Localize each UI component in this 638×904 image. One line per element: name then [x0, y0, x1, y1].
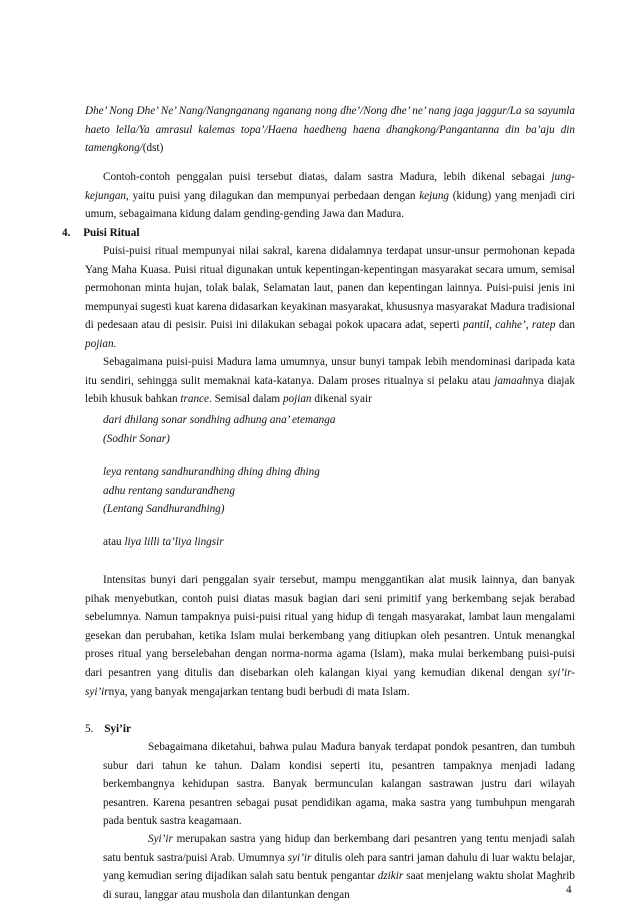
verse-caption: (Sodhir Sonar)	[103, 432, 170, 445]
section-5-paragraph-1	[103, 738, 575, 831]
section-title: Syi’ir	[104, 723, 131, 735]
section-4-paragraph-3	[85, 571, 575, 701]
intro-verse	[85, 102, 575, 158]
text-run: . Semisal dalam	[208, 393, 283, 406]
text-run: Sebagaimana puisi-puisi Madura lama umumnya, unsur bunyi tampak lebih mendominasi daripada kata itu sendiri, sehingga sulit memaknai kata-katanya. Dalam proses ritualnya si pelaku atau	[85, 356, 575, 387]
text-run: dan	[555, 319, 575, 332]
text-run: Puisi-puisi ritual mempunyai nilai sakral, karena didalamnya terdapat unsur-unsur permohonan kepada Yang Maha Kuasa. Puisi ritual digunakan untuk kepentingan-kepentingan masyarakat secara umum, semisal permohonan minta hujan, tolak balak, Selamatan laut, panen dan kepentingan lainnya. Puisi-puisi jenis ini mempunyai sugesti kuat karena didasarkan keyakinan masyarakat, khususnya masyarakat Madura tradisional di pedesaan atau di pesisir. Puisi ini dilakukan sebagai pokok upacara adat, seperti	[85, 245, 575, 332]
paragraph-contoh	[85, 168, 575, 224]
section-4-paragraph-1	[85, 242, 575, 354]
section-5-heading	[85, 720, 131, 739]
section-number: 5.	[85, 723, 94, 735]
italic-run: pojian	[282, 393, 312, 406]
verse-lentang-sandhurandhing	[103, 463, 573, 519]
text-run: Intensitas bunyi dari penggalan syair tersebut, mampu menggantikan alat musik lainnya, dan banyak pihak menyebutkan, contoh puisi diatas masuk bagian dari seni primitif yang berkembang sejak berabad sebelumnya. Namun tampaknya puisi-puisi ritual yang hidup di tengah masyarakat, lambat laun mengalami gesekan dan perubahan, ketika Islam mulai berkembang yang ditiupkan oleh pesantren. Untuk menangkal proses ritual yang berselebahan dengan norma-norma agama (Islam), maka mulai berkembang puisi-puisi dari pesantren yang ditulis dan disebarkan oleh kalangan kiyai yang kemudian dikenal dengan	[85, 574, 575, 679]
intro-verse-text: Dhe’ Nong Dhe’ Ne’ Nang/Nangnganang nganang nong dhe’/Nong dhe’ ne’ nang jaga jaggur/La sa sayumla haeto lella/Ya amrasul kalemas topa’/Haena haedheng haena dhangkong/Pangantanna din ba’aju din tamengkong/	[85, 105, 575, 155]
verse-sodhir-sonar	[103, 411, 573, 448]
italic-run: kejung	[419, 189, 450, 202]
italic-run: syi’ir-syi’ir	[85, 666, 575, 698]
intro-verse-suffix: (dst)	[142, 142, 164, 155]
text-run: nya diajak lebih khusuk bahkan	[85, 374, 575, 406]
section-5-paragraph-2	[103, 830, 575, 904]
text-run: (kidung) yang menjadi ciri umum, sebagaimana kidung dalam gending-gending Jawa dan Madura.	[85, 189, 575, 221]
verse-line: adhu rentang sandurandheng	[103, 484, 235, 497]
text-run: nya, yang banyak mengajarkan tentang budi berbudi di mata Islam.	[108, 685, 410, 698]
text-run: saat menjelang waktu sholat Maghrib di surau, langgar atau mushola dan dilantunkan dengan	[103, 870, 575, 901]
text-run: ditulis oleh para santri jaman dahulu di luar waktu belajar, yang kemudian sering dijadikan salah satu bentuk pengantar	[103, 851, 575, 883]
italic-run: syi’ir	[287, 851, 312, 864]
text-run: merupakan sastra yang hidup dan berkembang dari pesantren yang tentu menjadi salah satu bentuk sastra/puisi Arab. Umumnya	[103, 833, 575, 864]
page-number: 4	[566, 884, 572, 896]
text-run: dikenal syair	[311, 393, 372, 406]
text-run: Contoh-contoh penggalan puisi tersebut diatas, dalam sastra Madura, lebih dikenal sebagai	[103, 171, 552, 183]
text-run: atau	[103, 536, 125, 548]
verse-liya-lilli	[103, 533, 573, 552]
italic-run: jamaah	[494, 374, 528, 387]
verse-line: leya rentang sandhurandhing dhing dhing dhing	[103, 466, 320, 478]
text-run: , yaitu puisi yang dilagukan dan mempunyai perbedaan dengan	[126, 189, 420, 202]
italic-run: pantil, cahhe’, ratep	[463, 319, 556, 332]
italic-run: pojian.	[85, 337, 117, 350]
italic-run: trance	[180, 393, 209, 406]
section-title: Puisi Ritual	[83, 227, 140, 239]
italic-run: liya lilli ta’liya lingsir	[124, 536, 224, 548]
text-run: Sebagaimana diketahui, bahwa pulau Madura banyak terdapat pondok pesantren, dan tumbuh subur dari tahun ke tahun. Dalam kondisi seperti itu, pesantren tampaknya menjadi ladang berkembangnya kehidupan sastra. Banyak bermunculan kalangan sastrawan justru dari wilayah pesantren. Karena pesantren sebagai pusat pendidikan agama, maka sastra yang tumbuhpun mengarah pada bentuk sastra keagamaan.	[103, 741, 575, 828]
italic-run: jung-kejungan	[85, 171, 575, 202]
section-number: 4.	[62, 227, 71, 239]
verse-line: dari dhilang sonar sondhing adhung ana’ etemanga	[103, 414, 336, 426]
italic-run: Syi’ir	[148, 833, 173, 845]
verse-caption: (Lentang Sandhurandhing)	[103, 503, 225, 516]
section-4-paragraph-2	[85, 353, 575, 409]
italic-run: dzikir	[377, 870, 404, 883]
section-4-heading	[62, 224, 139, 243]
